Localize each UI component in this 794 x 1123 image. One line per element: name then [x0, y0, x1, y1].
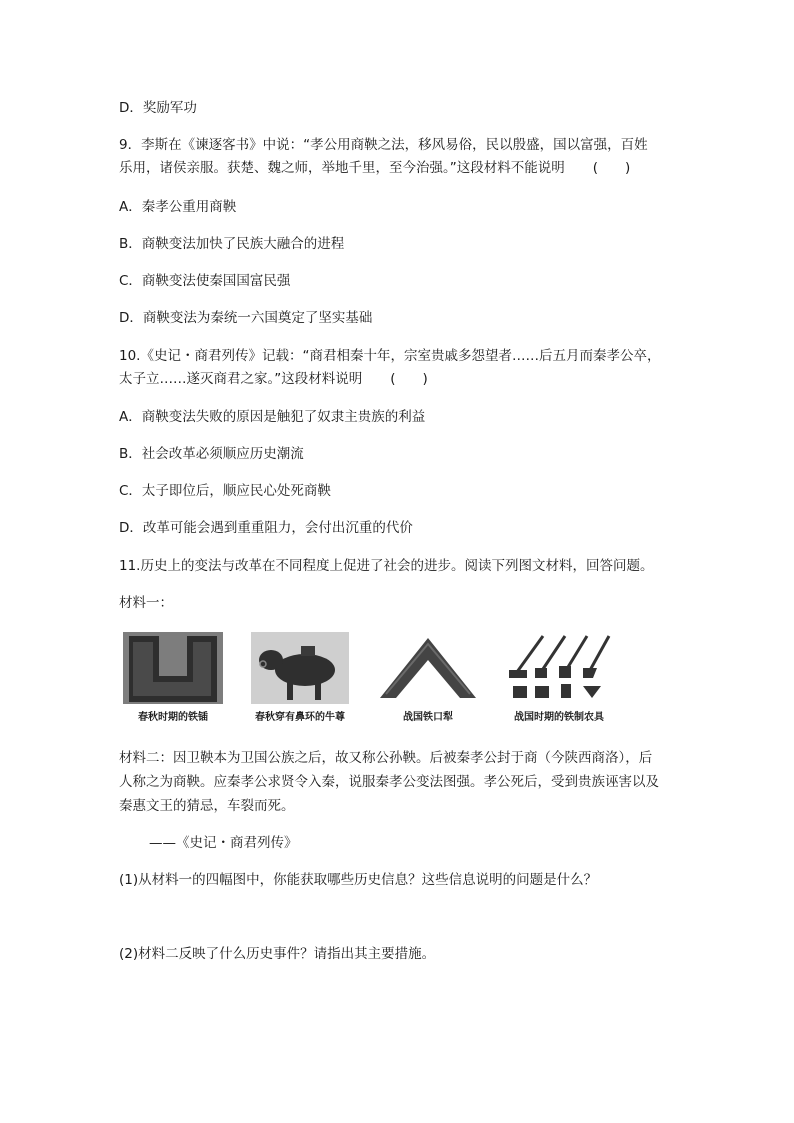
- q11-stem: 11.历史上的变法与改革在不同程度上促进了社会的进步。阅读下列图文材料，回答问题。: [119, 558, 654, 574]
- material-two-line2: 人称之为商鞅。应秦孝公求贤令入秦，说服秦孝公变法图强。孝公死后，受到贵族诬害以及: [119, 774, 659, 790]
- figure-iron-tools: [497, 632, 621, 723]
- material-one-figures: [119, 632, 679, 727]
- figure-ox-vessel: [245, 632, 355, 723]
- q10-option-c: C．太子即位后，顺应民心处死商鞅: [119, 483, 331, 499]
- q9-option-a: A．秦孝公重用商鞅: [119, 199, 237, 215]
- iron-tools-icon: [503, 632, 615, 704]
- q10-stem-line2: 太子立……遂灭商君之家。”这段材料说明 ( ): [119, 371, 428, 387]
- q9-stem-line2: 乐用，诸侯亲服。获楚、魏之师，举地千里，至今治强。”这段材料不能说明 ( ): [119, 160, 631, 176]
- q9-answer-paren: ( ): [592, 160, 631, 176]
- material-two-line3: 秦惠文王的猜忌，车裂而死。: [119, 798, 295, 814]
- figure-caption: 战国铁口犁: [403, 712, 453, 723]
- q8-option-d: D．奖励军功: [119, 100, 197, 116]
- q10-answer-paren: ( ): [390, 371, 428, 387]
- q10-option-d: D．改革可能会遇到重重阻力，会付出沉重的代价: [119, 520, 413, 536]
- iron-plough-icon: [376, 632, 480, 704]
- q9-option-c: C．商鞅变法使秦国国富民强: [119, 273, 291, 289]
- q10-stem-line1: 10.《史记・商君列传》记载：“商君相秦十年，宗室贵戚多怨望者……后五月而秦孝公卒，: [119, 348, 661, 364]
- ox-vessel-icon: [251, 632, 349, 704]
- figure-caption: 春秋穿有鼻环的牛尊: [255, 712, 345, 723]
- material-two-source: ——《史记・商君列传》: [149, 835, 298, 851]
- q10-option-a: A．商鞅变法失败的原因是触犯了奴隶主贵族的利益: [119, 409, 426, 425]
- sub-question-2: (2)材料二反映了什么历史事件？请指出其主要措施。: [119, 946, 436, 962]
- q9-stem-line1: 9．李斯在《谏逐客书》中说：“孝公用商鞅之法，移风易俗，民以殷盛，国以富强，百姓: [119, 137, 648, 153]
- figure-caption: 战国时期的铁制农具: [514, 712, 604, 723]
- material-one-label: 材料一：: [119, 595, 173, 611]
- q9-option-b: B．商鞅变法加快了民族大融合的进程: [119, 236, 345, 252]
- iron-spade-icon: [123, 632, 223, 704]
- figure-caption: 春秋时期的铁锸: [138, 712, 208, 723]
- material-two-line1: 材料二：因卫鞅本为卫国公族之后，故又称公孙鞅。后被秦孝公封于商（今陕西商洛），后: [119, 750, 653, 766]
- figure-iron-plough: [373, 632, 483, 723]
- sub-question-1: (1)从材料一的四幅图中，你能获取哪些历史信息？这些信息说明的问题是什么？: [119, 872, 598, 888]
- figure-iron-spade: [119, 632, 227, 723]
- q10-option-b: B．社会改革必须顺应历史潮流: [119, 446, 304, 462]
- q9-option-d: D．商鞅变法为秦统一六国奠定了坚实基础: [119, 310, 373, 326]
